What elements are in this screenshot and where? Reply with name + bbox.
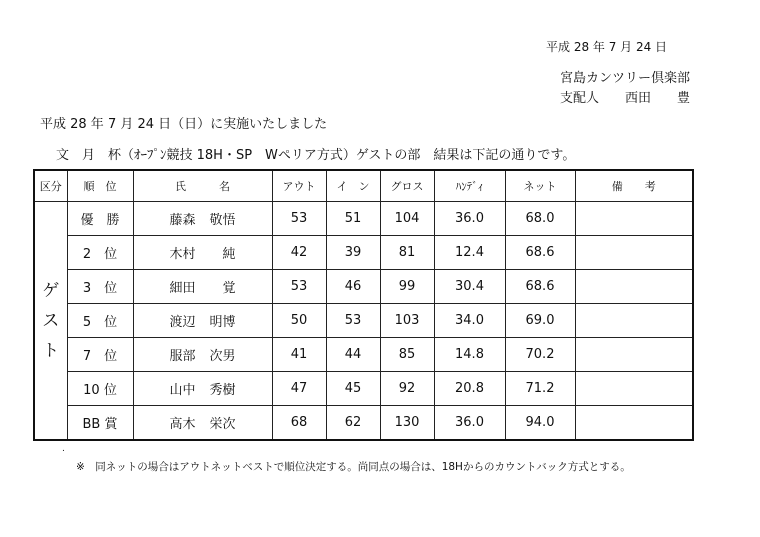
gross-cell: 85 [380,338,434,372]
remarks-cell [575,270,693,304]
gross-cell: 92 [380,372,434,406]
net-cell: 70.2 [505,338,575,372]
remarks-cell [575,406,693,441]
in-cell: 45 [326,372,380,406]
given-name: 明博 [209,315,236,330]
given-name: 秀樹 [209,383,236,398]
handicap-cell: 20.8 [434,372,505,406]
handicap-cell: 30.4 [434,270,505,304]
table-row [34,338,693,372]
gross-cell: 103 [380,304,434,338]
net-cell: 71.2 [505,372,575,406]
category-char: ス [42,310,60,331]
family-name: 細田 [169,281,196,296]
report-date: 平成 28 年 7 月 24 日 [546,40,668,54]
in-cell: 51 [326,202,380,236]
rank-cell: 優 勝 [67,202,133,236]
intro-text: 平成 28 年 7 月 24 日（日）に実施いたしました [40,117,328,132]
net-cell: 68.0 [505,202,575,236]
name-cell [133,270,272,304]
handicap-cell: 34.0 [434,304,505,338]
rank-cell: 7 位 [67,338,133,372]
header-handicap: ﾊﾝﾃﾞｨ [434,170,505,202]
table-row [34,372,693,406]
rank-cell: 2 位 [67,236,133,270]
table-row [34,406,693,441]
family-name: 木村 [169,247,196,262]
tiebreak-note: ※ 同ネットの場合はアウトネットベストで順位決定する。尚同点の場合は、18Hからのカウントバック方式とする。 [76,461,631,473]
header-in: イ ン [326,170,380,202]
remarks-cell [575,202,693,236]
given-name: 純 [209,247,236,262]
manager-title: 支配人 [560,91,600,106]
out-cell: 53 [272,202,326,236]
net-cell: 94.0 [505,406,575,441]
rank-cell: BB 賞 [67,406,133,441]
name-cell [133,202,272,236]
in-cell: 62 [326,406,380,441]
header-out: アウト [272,170,326,202]
out-cell: 68 [272,406,326,441]
name-cell [133,338,272,372]
family-name: 服部 [169,349,196,364]
header-category: 区分 [34,170,67,202]
gross-cell: 81 [380,236,434,270]
family-name: 高木 [169,417,196,432]
manager-name: 西田 豊 [625,91,691,106]
header-remarks: 備 考 [575,170,693,202]
table-row [34,236,693,270]
name-cell [133,304,272,338]
rank-cell: 5 位 [67,304,133,338]
remarks-cell [575,338,693,372]
out-cell: 42 [272,236,326,270]
gross-cell: 104 [380,202,434,236]
gross-cell: 130 [380,406,434,441]
header-rank: 順 位 [67,170,133,202]
net-cell: 69.0 [505,304,575,338]
out-cell: 53 [272,270,326,304]
table-row [34,202,693,236]
results-table [33,169,694,441]
gross-cell: 99 [380,270,434,304]
table-row [34,270,693,304]
category-char: ト [42,340,60,361]
handicap-cell: 36.0 [434,406,505,441]
manager-line [560,87,690,106]
remarks-cell [575,236,693,270]
in-cell: 46 [326,270,380,304]
handicap-cell: 36.0 [434,202,505,236]
in-cell: 39 [326,236,380,270]
competition-title: 文 月 杯（ｵｰﾌﾟﾝ競技 18H・SP Wペリア方式）ゲストの部 結果は下記の通りです。 [56,148,576,163]
out-cell: 47 [272,372,326,406]
name-cell [133,236,272,270]
handicap-cell: 14.8 [434,338,505,372]
header-net: ネット [505,170,575,202]
stray-dot: . [62,444,65,454]
rank-cell: 10 位 [67,372,133,406]
given-name: 敬悟 [209,213,236,228]
handicap-cell: 12.4 [434,236,505,270]
in-cell: 44 [326,338,380,372]
out-cell: 50 [272,304,326,338]
name-cell [133,406,272,441]
table-row [34,304,693,338]
family-name: 藤森 [169,213,196,228]
name-cell [133,372,272,406]
category-cell [34,202,67,441]
in-cell: 53 [326,304,380,338]
net-cell: 68.6 [505,236,575,270]
family-name: 渡辺 [169,315,196,330]
header-gross: グロス [380,170,434,202]
given-name: 次男 [209,349,236,364]
club-name: 宮島カンツリー倶楽部 [560,71,691,86]
family-name: 山中 [169,383,196,398]
rank-cell: 3 位 [67,270,133,304]
given-name: 覚 [209,281,236,296]
header-row [34,170,693,202]
out-cell: 41 [272,338,326,372]
header-name: 氏 名 [133,170,272,202]
given-name: 栄次 [209,417,236,432]
category-char: ゲ [42,280,60,301]
remarks-cell [575,372,693,406]
remarks-cell [575,304,693,338]
net-cell: 68.6 [505,270,575,304]
